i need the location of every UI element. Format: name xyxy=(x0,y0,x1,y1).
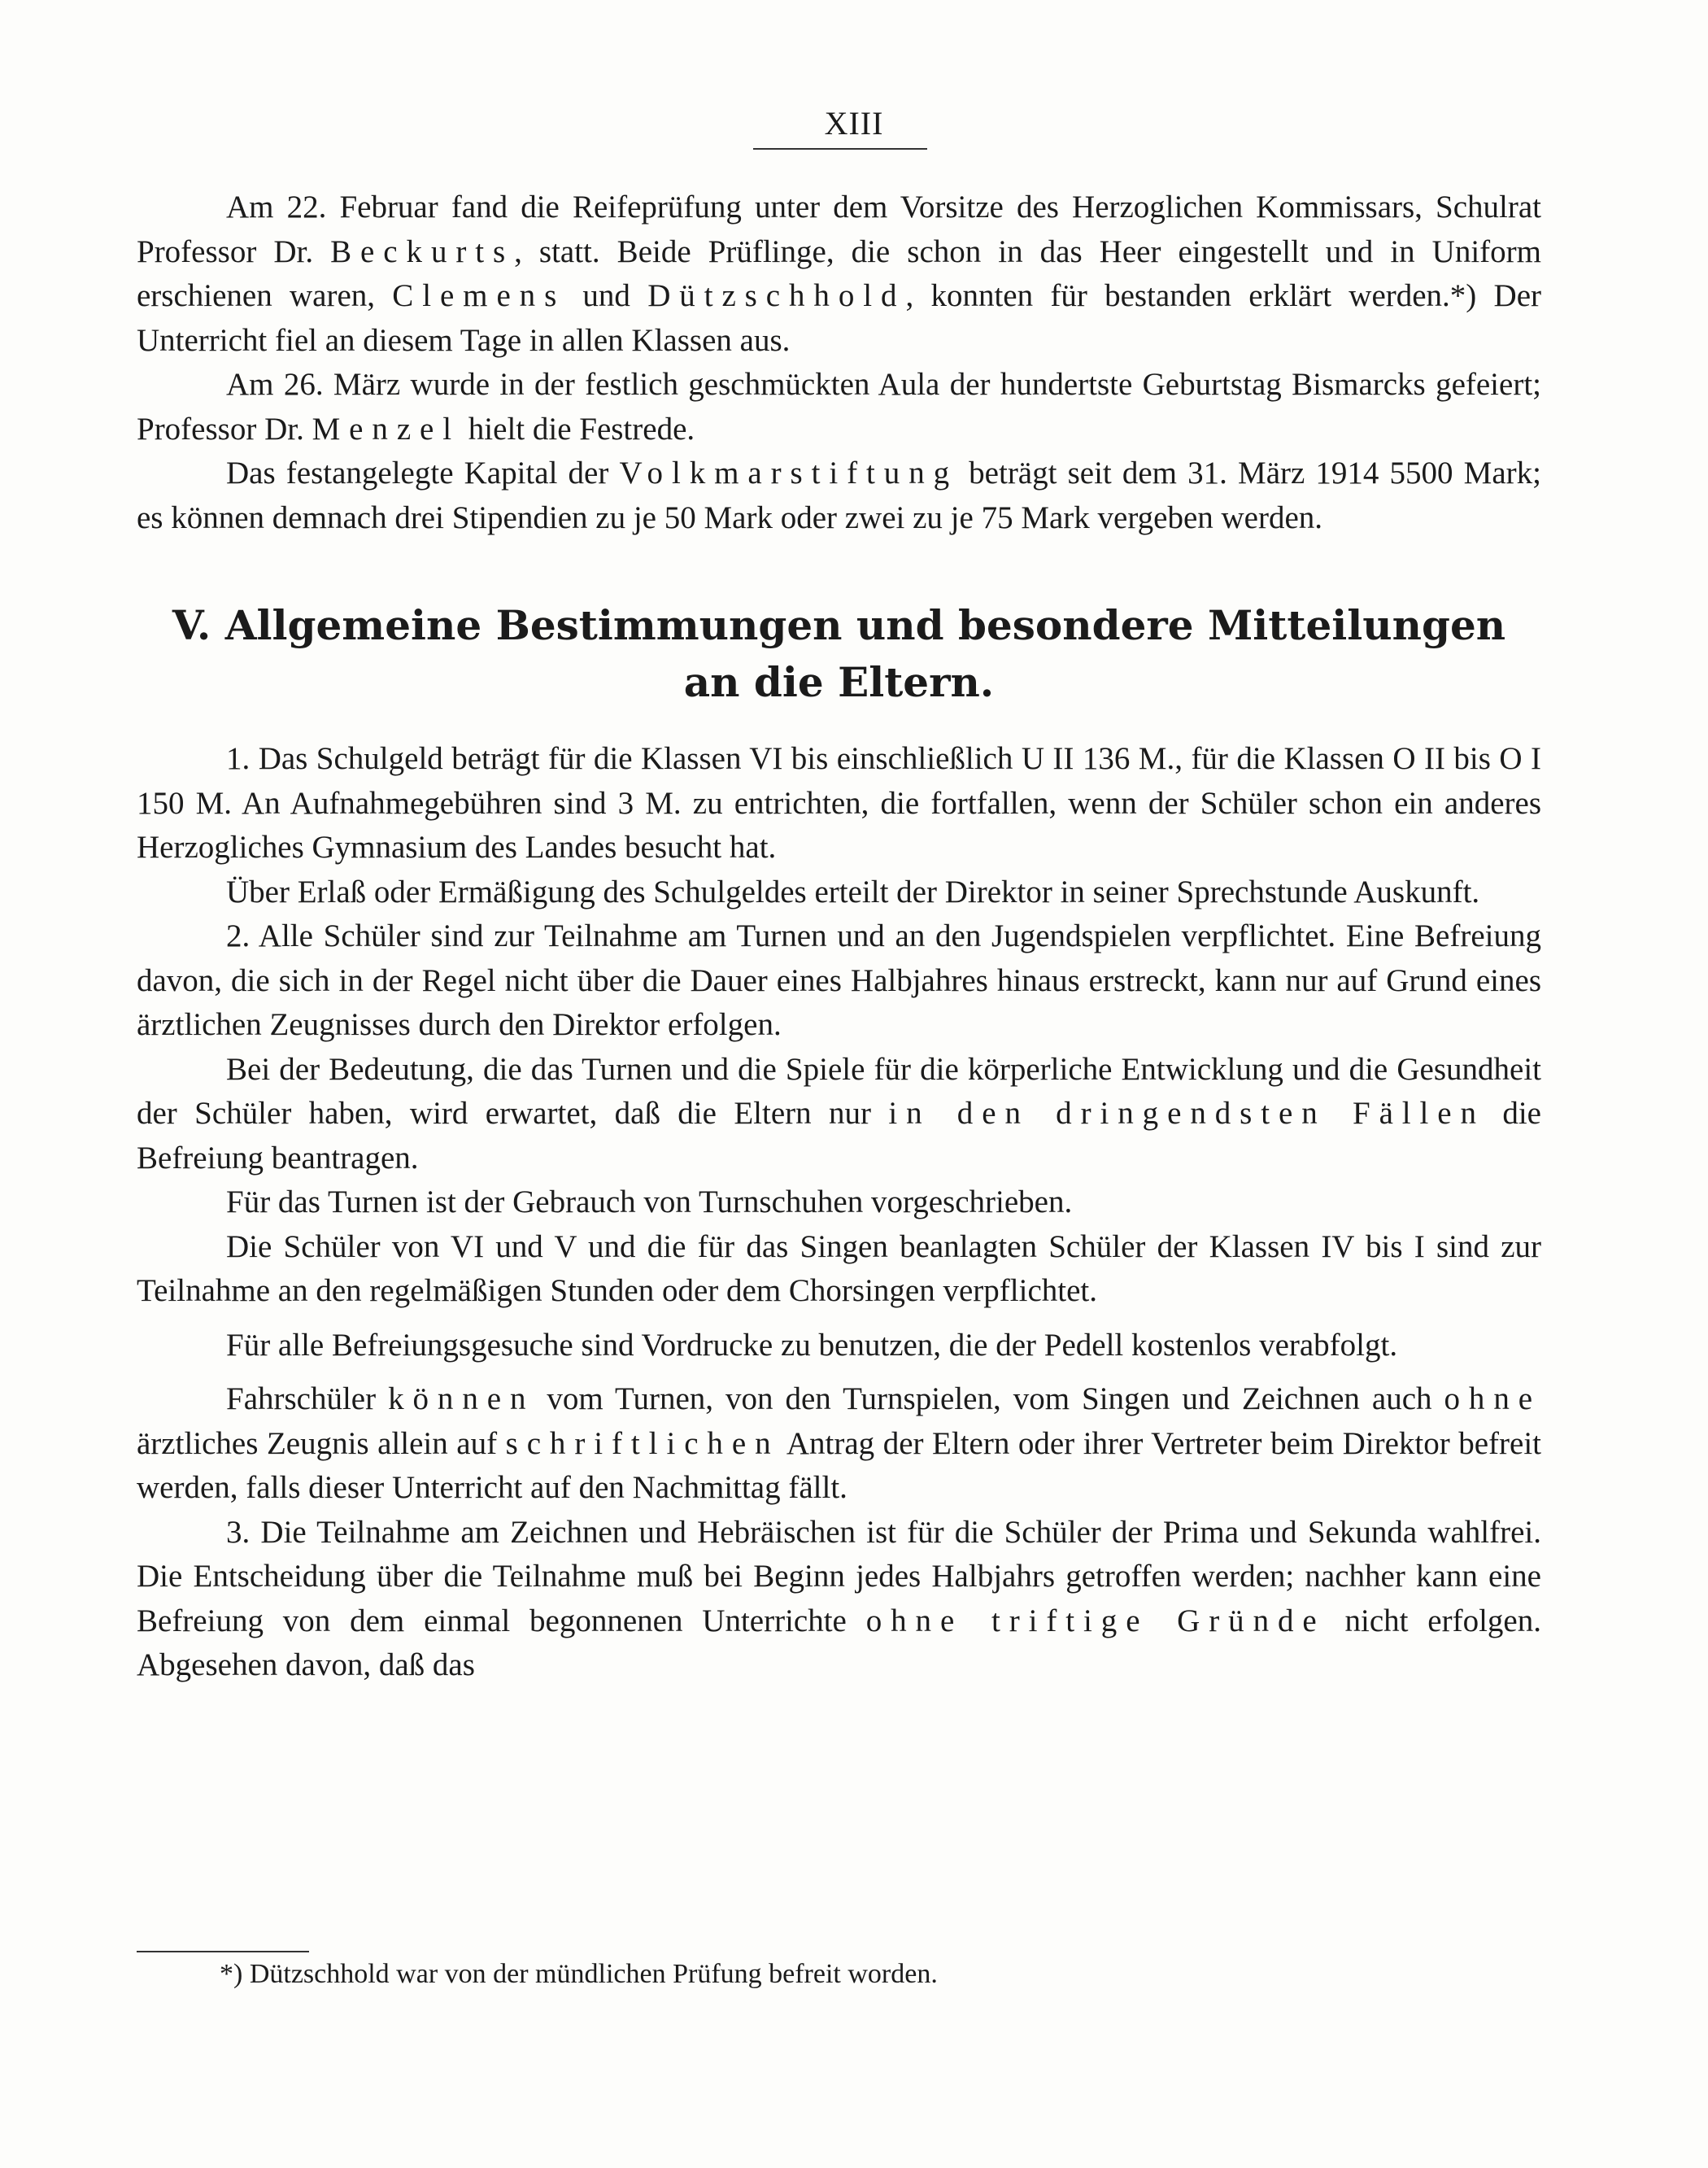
text-run: Die Schüler von VI und V und die für das Singen beanlagten Schüler der Klassen IV bis I sind zur Teilnahme an den regelmäßigen Stunden oder dem Chorsingen verpflichtet. xyxy=(137,1228,1541,1308)
text-run: Am 22. Februar fand die Reifeprüfung unter dem Vorsitze des Herzoglichen Kommissars, Schulrat Professor Dr. xyxy=(137,190,1541,269)
footnote: *) Dützschhold war von der mündlichen Prüfung befreit worden. xyxy=(220,1959,938,1989)
spaced-emphasis: Menzel xyxy=(312,411,461,447)
spaced-emphasis: schriftlichen xyxy=(505,1425,780,1461)
paragraph xyxy=(137,363,1541,451)
paragraph xyxy=(137,1225,1541,1314)
text-run: Antrag der Eltern oder ihrer Vertreter beim Direktor befreit werden, falls dieser Unterricht auf den Nachmittag fällt. xyxy=(137,1425,1541,1505)
body-text xyxy=(137,185,1541,1688)
paragraph xyxy=(137,914,1541,1048)
text-run: und xyxy=(565,278,648,313)
spaced-emphasis: Dützschhold xyxy=(647,278,906,313)
spaced-emphasis: Beckurts xyxy=(330,233,515,269)
spaced-emphasis: ohne triftige Gründe xyxy=(865,1603,1326,1638)
paragraph xyxy=(137,1511,1541,1688)
text-run: die Befreiung beantragen. xyxy=(137,1096,1541,1176)
header-rule xyxy=(753,148,927,150)
spaced-emphasis: Volkmarstiftung xyxy=(619,456,959,491)
text-run: Über Erlaß oder Ermäßigung des Schulgeldes erteilt der Direktor in seiner Sprechstunde Auskunft. xyxy=(226,874,1480,910)
section-heading xyxy=(137,597,1541,711)
paragraph xyxy=(137,737,1541,870)
paragraph xyxy=(137,1180,1541,1225)
text-run: 3. Die Teilnahme am Zeichnen und Hebräischen ist für die Schüler der Prima und Sekunda wahlfrei. Die Entscheidung über die Teilnahme muß bei Beginn jedes Halbjahrs getroffen werden; nachher kann eine Befreiung von dem einmal begonnenen Unterrichte xyxy=(137,1514,1541,1638)
text-run: hielt die Festrede. xyxy=(460,411,695,447)
text-run: , konnten für bestanden erklärt werden.*) Der Unterricht fiel an diesem Tage in allen Klassen aus. xyxy=(137,278,1541,358)
intro-paragraphs xyxy=(137,185,1541,540)
text-run: , statt. Beide Prüflinge, die schon in das Heer eingestellt und in Uniform erschienen waren, xyxy=(137,233,1541,313)
section-heading-line-1: V. Allgemeine Bestimmungen und besondere Mitteilungen xyxy=(172,601,1506,649)
spaced-emphasis: Clemens xyxy=(392,278,566,313)
section-heading-line-2: an die Eltern. xyxy=(683,658,995,706)
section-paragraphs xyxy=(137,737,1541,1688)
text-run: Fahrschüler xyxy=(226,1381,389,1416)
text-run: Das festangelegte Kapital der xyxy=(226,456,620,491)
paragraph xyxy=(137,451,1541,540)
text-run: ärztliches Zeugnis allein auf xyxy=(137,1425,506,1461)
text-run: Für das Turnen ist der Gebrauch von Turnschuhen vorgeschrieben. xyxy=(226,1184,1073,1219)
text-run: vom Turnen, von den Turnspielen, vom Singen und Zeichnen auch xyxy=(534,1381,1444,1416)
text-run: Am 26. März wurde in der festlich geschmückten Aula der hundertste Geburtstag Bismarcks gefeiert; Professor Dr. xyxy=(137,367,1541,447)
text-run: Für alle Befreiungsgesuche sind Vordrucke zu benutzen, die der Pedell kostenlos verabfolgt. xyxy=(226,1327,1398,1363)
text-run: beträgt seit dem 31. März 1914 5500 Mark; es können demnach drei Stipendien zu je 50 Mark oder zwei zu je 75 Mark vergeben werden. xyxy=(137,456,1541,535)
spaced-emphasis: können xyxy=(388,1381,535,1416)
page-number: XIII xyxy=(824,105,884,142)
spaced-emphasis: in den dringendsten Fällen xyxy=(888,1096,1485,1131)
paragraph xyxy=(137,185,1541,363)
paragraph xyxy=(137,1324,1541,1368)
spaced-emphasis: ohne xyxy=(1444,1381,1541,1416)
paragraph xyxy=(137,1048,1541,1181)
paragraph xyxy=(137,1377,1541,1511)
text-run: nicht erfolgen. Abgesehen davon, daß das xyxy=(137,1603,1541,1682)
text-run: Bei der Bedeutung, die das Turnen und die Spiele für die körperliche Entwicklung und die Gesundheit der Schüler haben, wird erwartet, daß die Eltern nur xyxy=(137,1051,1541,1131)
paragraph xyxy=(137,870,1541,915)
text-run: 1. Das Schulgeld beträgt für die Klassen VI bis einschließlich U II 136 M., für die Klassen O II bis O I 150 M. An Aufnahmegebühren sind 3 M. zu entrichten, die fortfallen, wenn der Schüler schon ein anderes Herzogliches Gymnasium des Landes besucht hat. xyxy=(137,741,1541,865)
text-run: 2. Alle Schüler sind zur Teilnahme am Turnen und an den Jugendspielen verpflichtet. Eine Befreiung davon, die sich in der Regel nicht über die Dauer eines Halbjahres hinaus erstreckt, kann nur auf Grund eines ärztlichen Zeugnisses durch den Direktor erfolgen. xyxy=(137,918,1541,1042)
